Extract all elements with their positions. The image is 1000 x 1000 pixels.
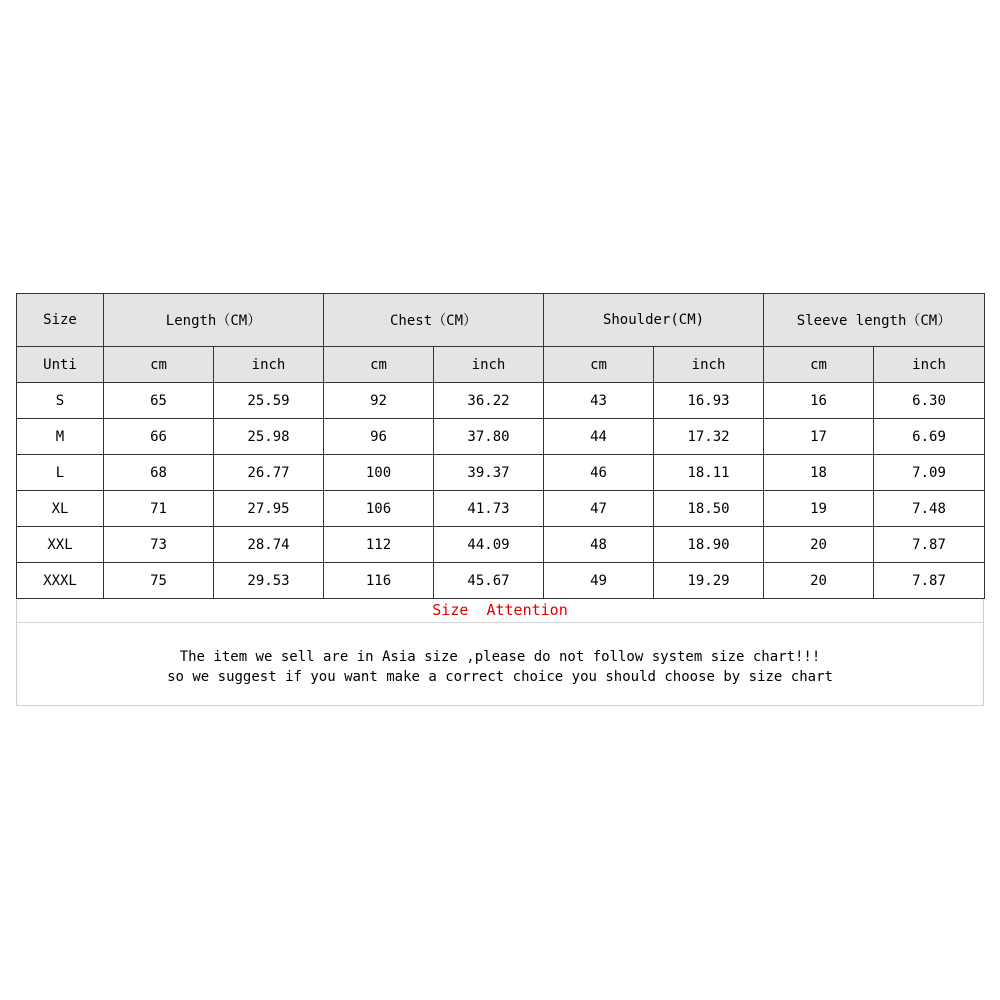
measurement-cell: 18.11 — [654, 455, 764, 491]
measurement-cell: 100 — [324, 455, 434, 491]
measurement-cell: 7.87 — [874, 563, 985, 599]
sleeve-inch-unit-cell: inch — [874, 347, 985, 383]
size-label-cell: S — [17, 383, 104, 419]
measurement-cell: 46 — [544, 455, 654, 491]
measurement-cell: 66 — [104, 419, 214, 455]
measurement-cell: 29.53 — [214, 563, 324, 599]
table-row — [17, 527, 985, 563]
size-label-cell: XXXL — [17, 563, 104, 599]
measurement-cell: 41.73 — [434, 491, 544, 527]
shoulder-header-cell: Shoulder(CM) — [544, 294, 764, 347]
size-chart-table — [16, 293, 985, 599]
shoulder-inch-unit-cell: inch — [654, 347, 764, 383]
measurement-cell: 92 — [324, 383, 434, 419]
size-label-cell: M — [17, 419, 104, 455]
chest-cm-unit-cell: cm — [324, 347, 434, 383]
measurement-cell: 68 — [104, 455, 214, 491]
table-row — [17, 383, 985, 419]
measurement-cell: 6.30 — [874, 383, 985, 419]
measurement-cell: 7.48 — [874, 491, 985, 527]
attention-line-1: The item we sell are in Asia size ,please do not follow system size chart!!! — [179, 649, 821, 665]
measurement-cell: 17 — [764, 419, 874, 455]
unit-header-cell: Unti — [17, 347, 104, 383]
unit-header-row — [17, 347, 985, 383]
size-header-cell: Size — [17, 294, 104, 347]
measurement-cell: 37.80 — [434, 419, 544, 455]
table-row — [17, 491, 985, 527]
table-row — [17, 455, 985, 491]
measurement-cell: 25.98 — [214, 419, 324, 455]
measurement-cell: 73 — [104, 527, 214, 563]
length-header-cell: Length（CM） — [104, 294, 324, 347]
measurement-cell: 17.32 — [654, 419, 764, 455]
table-row — [17, 563, 985, 599]
length-cm-unit-cell: cm — [104, 347, 214, 383]
sleeve-length-header-cell: Sleeve length（CM） — [764, 294, 985, 347]
measurement-cell: 27.95 — [214, 491, 324, 527]
measurement-cell: 16 — [764, 383, 874, 419]
size-label-cell: L — [17, 455, 104, 491]
size-attention-message — [17, 623, 983, 687]
measurement-cell: 65 — [104, 383, 214, 419]
measurement-cell: 7.09 — [874, 455, 985, 491]
measurement-cell: 112 — [324, 527, 434, 563]
measurement-cell: 43 — [544, 383, 654, 419]
attention-line-2: so we suggest if you want make a correct choice you should choose by size chart — [167, 669, 833, 685]
chest-inch-unit-cell: inch — [434, 347, 544, 383]
measurement-cell: 19.29 — [654, 563, 764, 599]
measurement-cell: 75 — [104, 563, 214, 599]
measurement-cell: 19 — [764, 491, 874, 527]
measurement-cell: 71 — [104, 491, 214, 527]
size-attention-box — [16, 599, 984, 706]
measurement-cell: 18.50 — [654, 491, 764, 527]
measurement-cell: 49 — [544, 563, 654, 599]
size-attention-title: Size Attention — [17, 599, 983, 623]
measurement-cell: 25.59 — [214, 383, 324, 419]
measurement-cell: 44 — [544, 419, 654, 455]
length-inch-unit-cell: inch — [214, 347, 324, 383]
measurement-cell: 20 — [764, 563, 874, 599]
measurement-cell: 18 — [764, 455, 874, 491]
measurement-cell: 44.09 — [434, 527, 544, 563]
sleeve-cm-unit-cell: cm — [764, 347, 874, 383]
measurement-cell: 45.67 — [434, 563, 544, 599]
measurement-cell: 20 — [764, 527, 874, 563]
table-header-row — [17, 294, 985, 347]
measurement-cell: 47 — [544, 491, 654, 527]
measurement-cell: 48 — [544, 527, 654, 563]
size-label-cell: XXL — [17, 527, 104, 563]
measurement-cell: 116 — [324, 563, 434, 599]
shoulder-cm-unit-cell: cm — [544, 347, 654, 383]
measurement-cell: 106 — [324, 491, 434, 527]
measurement-cell: 7.87 — [874, 527, 985, 563]
measurement-cell: 39.37 — [434, 455, 544, 491]
chest-header-cell: Chest（CM） — [324, 294, 544, 347]
measurement-cell: 28.74 — [214, 527, 324, 563]
measurement-cell: 6.69 — [874, 419, 985, 455]
measurement-cell: 18.90 — [654, 527, 764, 563]
measurement-cell: 16.93 — [654, 383, 764, 419]
measurement-cell: 36.22 — [434, 383, 544, 419]
measurement-cell: 26.77 — [214, 455, 324, 491]
table-row — [17, 419, 985, 455]
measurement-cell: 96 — [324, 419, 434, 455]
size-label-cell: XL — [17, 491, 104, 527]
